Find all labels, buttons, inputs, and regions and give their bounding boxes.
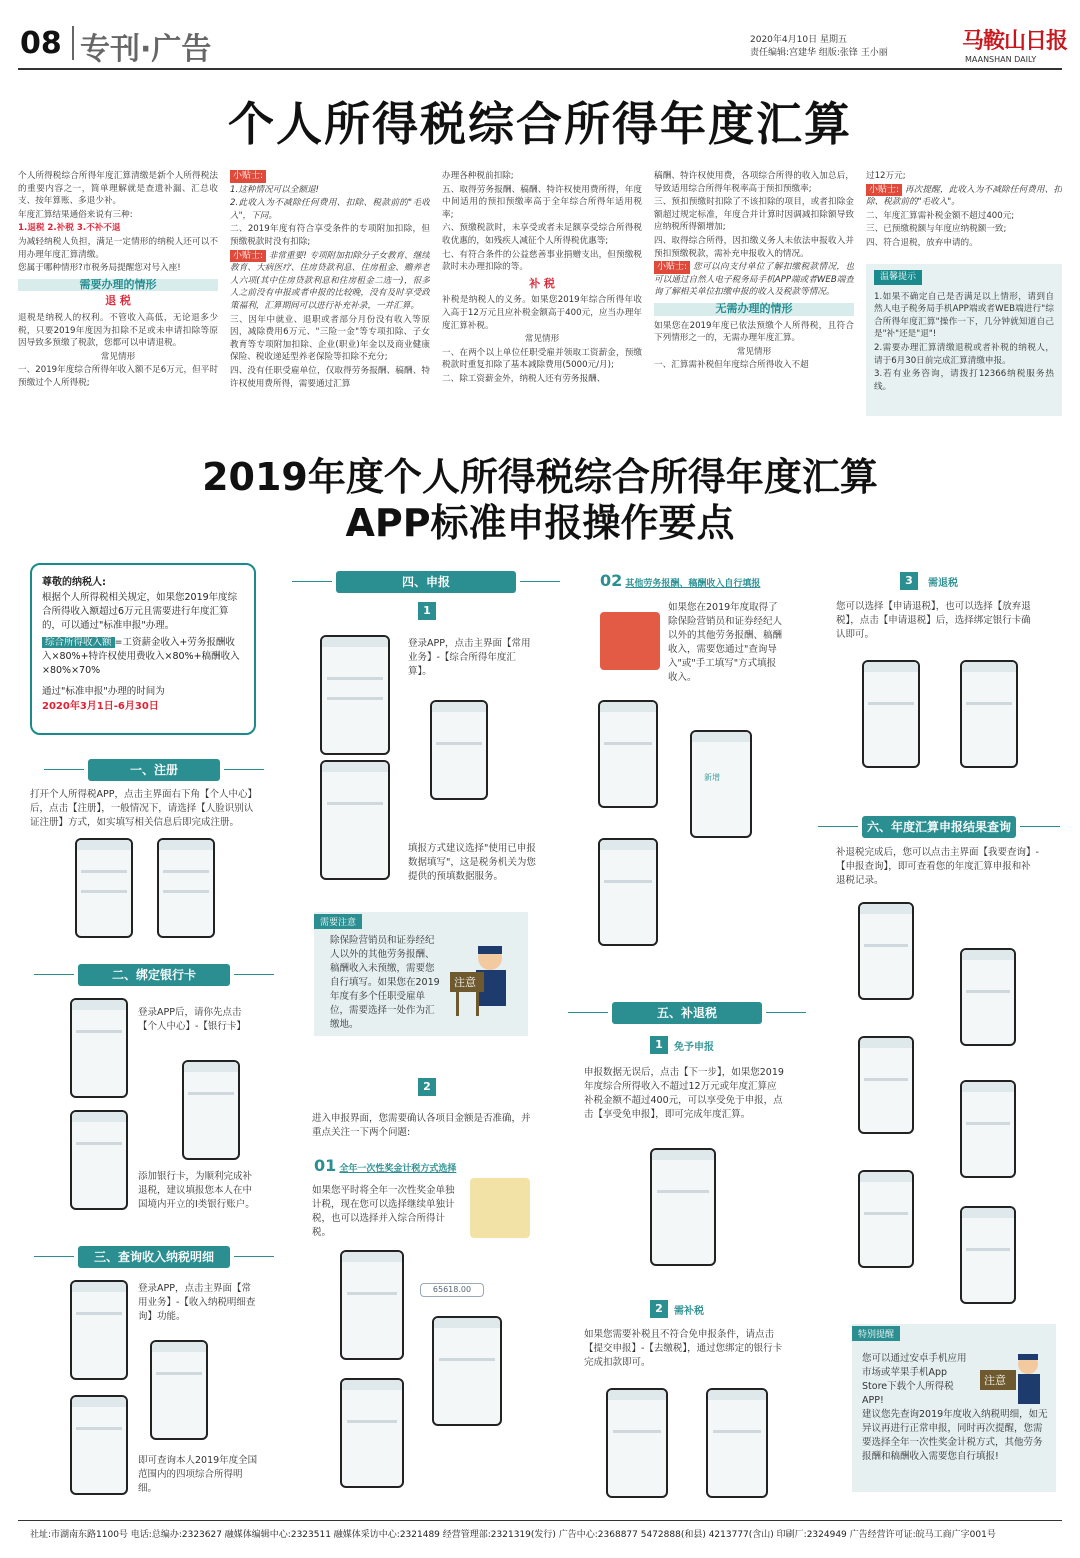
paragraph: 六、预缴税款时，未享受或者未足额享受综合所得税收优惠的，如残疾人减征个人所得税优惠等;	[442, 223, 642, 246]
special-text-1: 您可以通过安卓手机应用市场或苹果手机App Store下载个人所得税APP!	[862, 1353, 967, 1406]
warm-tips-box	[866, 264, 1062, 416]
subheading-bonus	[314, 1156, 456, 1175]
phone-screenshot	[75, 838, 133, 938]
paragraph: 个人所得税综合所得年度汇算清缴是新个人所得税法的重要内容之一，简单理解就是查遗补漏、汇总收支、按年算账、多退少补。	[18, 171, 218, 207]
phone-screenshot	[340, 1250, 404, 1360]
section-bank-title: 二、绑定银行卡	[78, 964, 230, 986]
phone-screenshot	[858, 902, 914, 1000]
phone-screenshot	[150, 1340, 208, 1440]
footer: 社址:市湖南东路1100号 电话:总编办:2323627 融媒体编辑中心:2323511 融媒体采访中心:2321489 经营管理部:2321319(发行) 广告中心:2368877 5472888(和县) 4213777(含山) 印刷厂:2324949 广告经营许可证:皖马工商广字001号	[30, 1530, 996, 1540]
paper-logo: 马鞍山日报	[962, 28, 1068, 54]
declare-text-1: 登录APP，点击主界面【常用业务】-【综合所得年度汇算】。	[408, 638, 531, 677]
phone-screenshot	[960, 660, 1018, 768]
paragraph: 稿酬、特许权使用费，各项综合所得的收入加总后，导致适用综合所得年税率高于预扣预缴率;	[654, 171, 854, 194]
note-badge: 注意	[984, 1374, 1006, 1387]
refund-heading: 需退税	[928, 578, 958, 589]
paper-logo-en: MAANSHAN DAILY	[965, 55, 1037, 64]
phone-screenshot	[862, 660, 920, 768]
step-number: 2	[650, 1300, 668, 1318]
phone-screenshot	[157, 838, 215, 938]
column-5	[866, 170, 1062, 260]
sub-number: 01	[314, 1156, 337, 1175]
greeting: 尊敬的纳税人:	[42, 577, 106, 588]
phone-screenshot	[606, 1388, 668, 1498]
paragraph: 您属于哪种情形?市税务局提醒您对号入座!	[18, 263, 181, 274]
phone-screenshot	[70, 1395, 128, 1495]
phone-screenshot	[960, 948, 1016, 1046]
issue-date: 2020年4月10日 星期五	[750, 35, 847, 45]
phone-screenshot	[650, 1148, 716, 1266]
subheading: 退 税	[105, 294, 131, 308]
paragraph: 二、除工资薪金外，纳税人还有劳务报酬、	[442, 373, 606, 384]
paragraph: 退税是纳税人的权利。不管收入高低，无论退多少税，只要2019年度因为扣除不足或未申请扣除等原因导致多预缴了税款，您都可以申请退税。	[18, 312, 218, 349]
special-text-2: 建议您先查询2019年度收入纳税明细，如无异议再进行正常申报，同时再次提醒，您需要选择全年一次性奖金计税方式，其他劳务报酬和稿酬收入需要您自行填报!	[862, 1409, 1048, 1462]
footer-rule	[18, 1520, 1062, 1521]
paragraph: 您可以向支付单位了解扣缴税款情况，也可以通过自然人电子税务局手机APP端或者WEB端查询了解相关单位扣缴申报的收入及税款等情况。	[654, 262, 854, 298]
paragraph: 常见情形	[100, 351, 136, 362]
step-number: 1	[418, 602, 436, 620]
paragraph: 再次提醒，此收入为不减除任何费用、扣除、税款前的"毛收入"。	[866, 184, 1062, 208]
certificate-illustration	[600, 612, 660, 670]
tip-label: 小贴士:	[230, 250, 266, 263]
sub-number: 02	[600, 571, 623, 590]
phone-screenshot	[320, 635, 390, 755]
income-text-1: 登录APP，点击主界面【常用业务】-【收入纳税明细查询】功能。	[138, 1283, 256, 1322]
paragraph: 四、符合退税，放弃申请的。	[866, 237, 978, 248]
phone-screenshot	[960, 1206, 1016, 1304]
phone-screenshot	[182, 1060, 240, 1160]
phone-screenshot	[690, 730, 752, 838]
warm-tips-title: 温馨提示	[874, 270, 922, 285]
special-label: 特别提醒	[852, 1326, 900, 1341]
paragraph: 常见情形	[524, 334, 560, 345]
paragraph: 二、年度汇算需补税金额不超过400元;	[866, 210, 1015, 221]
paragraph: 五、取得劳务报酬、稿酬、特许权使用费所得，年度中间适用的预扣预缴率高于全年综合所得年适用税率;	[442, 184, 642, 220]
exempt-text: 申报数据无误后，点击【下一步】，如果您2019年度综合所得收入不超过12万元或年度汇算应补税金额不超过400元，可以享受免于申报，点击【享受免申报】，即可完成年度汇算。	[584, 1067, 784, 1120]
subheading: 无需办理的情形	[654, 303, 854, 316]
paragraph: 3.若有业务咨询，请拨打12366纳税服务热线。	[874, 369, 1054, 392]
tip-label: 小贴士:	[230, 170, 266, 183]
teacher-illustration	[976, 1350, 1048, 1406]
paragraph: 2.需要办理汇算清缴退税或者补税的纳税人，请于6月30日前完成汇算清缴申报。	[874, 342, 1054, 366]
step-number: 3	[900, 572, 918, 590]
column-3	[442, 170, 642, 426]
paragraph: 为减轻纳税人负担，满足一定情形的纳税人还可以不用办理年度汇算清缴。	[18, 236, 218, 260]
paragraph: 三、预扣预缴时扣除了不该扣除的项目，或者扣除金额超过规定标准，年度合并计算时因调减扣除额导致应纳税所得额增加;	[654, 197, 854, 233]
paragraph: 年度汇算结果通俗来说有三种:	[18, 209, 133, 220]
phone-screenshot	[432, 1316, 502, 1426]
editors: 责任编辑:宫建华 组版:张锋 王小丽	[750, 48, 888, 58]
pay-heading: 需补税	[674, 1306, 704, 1317]
section-query-title: 六、年度汇算申报结果查询	[862, 816, 1016, 838]
phone-screenshot	[70, 1280, 128, 1380]
phone-screenshot	[430, 700, 488, 800]
paragraph: 三、因年中就业、退职或者部分月份没有收入等原因，减除费用6万元、"三险一金"等专项扣除、子女教育等专项附加扣除、企业(职业)年金以及商业健康保险、税收递延型养老保险等扣除不充分;	[230, 314, 430, 363]
bank-text-2: 添加银行卡，为顺利完成补退税，建议填报您本人在中国境内开立的I类银行账户。	[138, 1171, 255, 1210]
page-number: 08	[20, 26, 62, 61]
header-rule	[18, 68, 1062, 70]
tip-label: 小贴士:	[654, 261, 690, 274]
paragraph: 通过"标准申报"办理的时间为	[42, 686, 165, 697]
declare-text-2: 填报方式建议选择"使用已申报数据填写"，这是税务机关为您提供的预填数据服务。	[408, 843, 536, 882]
teacher-illustration	[446, 940, 518, 1026]
phone-screenshot	[598, 838, 658, 946]
paragraph: 过12万元;	[866, 171, 906, 181]
paragraph: 一、2019年度综合所得年收入额不足6万元，但平时预缴过个人所得税;	[18, 365, 218, 388]
sub-label: 其他劳务报酬、稿酬收入自行填报	[625, 579, 761, 589]
note-text: 除保险营销员和证券经纪人以外的其他劳务报酬、稿酬收入未预缴，需要您自行填写。如果您在2019年度有多个任职受雇单位，需要选择一处作为汇缴地。	[330, 935, 440, 1030]
column-2	[230, 170, 430, 426]
bank-text-1: 登录APP后，请你先点击【个人中心】-【银行卡】	[138, 1007, 246, 1032]
paragraph: 办理各种税前扣除;	[442, 171, 514, 181]
phone-screenshot	[960, 1080, 1016, 1178]
declare-text-3: 进入申报界面，您需要确认各项目金额是否准确，并重点关注一下两个问题:	[312, 1113, 531, 1138]
phone-screenshot	[320, 760, 390, 880]
intro-box	[30, 563, 256, 735]
bonus-text: 如果您平时将全年一次性奖金单独计税，现在您可以选择继续单独计税，也可以选择并入综合所得计税。	[312, 1185, 455, 1238]
step-number: 2	[418, 1078, 436, 1096]
exempt-heading: 免予申报	[674, 1042, 714, 1053]
formula: =工资薪金收入+劳务报酬收入×80%+特许权使用费收入×80%+稿酬收入×80%×70%	[42, 637, 240, 676]
filing-period: 2020年3月1日-6月30日	[42, 701, 159, 712]
phone-screenshot	[598, 700, 658, 808]
phone-screenshot	[706, 1388, 768, 1498]
formula-label: 综合所得收入额	[42, 637, 115, 648]
subheading: 补 税	[529, 276, 555, 290]
section-register-title: 一、注册	[88, 759, 220, 781]
column-4	[654, 170, 854, 426]
paragraph: 一、在两个以上单位任职受雇并领取工资薪金，预缴税款时重复扣除了基本减除费用(5000元/月);	[442, 347, 642, 371]
subheading-other-income	[600, 571, 760, 590]
query-text: 补退税完成后，您可以点击主界面【我要查询】-【申报查询】，即可查看您的年度汇算申报和补退税记录。	[836, 847, 1039, 886]
sub-label: 全年一次性奖金计税方式选择	[339, 1164, 457, 1174]
other-income-text: 如果您在2019年度取得了除保险营销员和证券经纪人以外的其他劳务报酬、稿酬收入，需要您通过"查询导入"或"手工填写"方式填报收入。	[668, 602, 783, 683]
phone-screenshot	[858, 1170, 914, 1268]
subheading: 需要办理的情形	[18, 279, 218, 292]
step-number: 1	[650, 1036, 668, 1054]
section-title: 专刊·广告	[80, 32, 212, 67]
paragraph: 补税是纳税人的义务。如果您2019年综合所得年收入高于12万元且应补税金额高于400元，应当办理年度汇算补税。	[442, 295, 642, 331]
phone-screenshot	[70, 998, 128, 1098]
paragraph: 二、2019年度有符合享受条件的专项附加扣除，但预缴税款时没有扣除;	[230, 224, 430, 247]
section-income-title: 三、查询收入纳税明细	[78, 1246, 230, 1268]
register-text: 打开个人所得税APP，点击主界面右下角【个人中心】后，点击【注册】，一般情况下，请选择【人脸识别认证注册】方式，如实填写相关信息后即完成注册。	[30, 789, 254, 828]
paragraph: 非常重要! 专项附加扣除分子女教育、继续教育、大病医疗、住房贷款利息、住房租金、赡养老人六项(其中住房贷款利息和住房租金二选一)，很多人之前没有申报或者申报的比较晚，没有及时享受政策福利，汇算期间可以进行补充补录，一并汇算。	[230, 250, 430, 311]
paragraph: 1.如果不确定自己是否满足以上情形，请到自然人电子税务局手机APP端或者WEB端进行"综合所得年度汇算"操作一下，几分钟就知道自己是"补"还是"退"!	[874, 291, 1054, 340]
note-label: 需要注意	[314, 914, 362, 929]
svg-text:注意: 注意	[454, 976, 476, 989]
paragraph: 七、有符合条件的公益慈善事业捐赠支出，但预缴税款时未办理扣除的等。	[442, 249, 642, 273]
main-title: 个人所得税综合所得年度汇算	[228, 97, 852, 151]
second-title-line2: APP标准申报操作要点	[345, 501, 735, 545]
paragraph: 如果您在2019年度已依法预缴个人所得税，且符合下列情形之一的，无需办理年度汇算。	[654, 320, 854, 344]
phone-screenshot	[70, 1110, 128, 1210]
paragraph: 四、取得综合所得，因扣缴义务人未依法申报收入并预扣预缴税款，需补充申报收入的情况。	[654, 235, 854, 259]
paragraph: 常见情形	[736, 346, 772, 357]
phone-screenshot	[340, 1378, 404, 1488]
column-1	[18, 170, 218, 426]
new-label: 新增	[704, 773, 720, 782]
divider	[72, 26, 74, 60]
second-title-line1: 2019年度个人所得税综合所得年度汇算	[202, 455, 878, 499]
paragraph: 1.这种情况可以全额退!	[230, 184, 319, 195]
phone-screenshot	[858, 1036, 914, 1134]
pay-text: 如果您需要补税且不符合免申报条件，请点击【提交申报】-【去缴税】，通过您绑定的银行卡完成扣款即可。	[584, 1329, 783, 1368]
header-meta	[750, 34, 960, 60]
refund-text: 您可以选择【申请退税】，也可以选择【放弃退税】，点击【申请退税】后，选择绑定银行卡确认即可。	[836, 601, 1031, 640]
section-payment-title: 五、补退税	[612, 1002, 762, 1024]
result-options: 1.退税 2.补税 3.不补不退	[18, 223, 121, 234]
coins-illustration	[470, 1178, 530, 1238]
tip-label: 小贴士:	[866, 184, 902, 197]
amount-callout: 65618.00	[420, 1283, 484, 1297]
second-title	[0, 454, 1080, 546]
income-text-2: 即可查询本人2019年度全国范围内的四项综合所得明细。	[138, 1455, 258, 1494]
paragraph: 根据个人所得税相关规定，如果您2019年度综合所得收入额超过6万元且需要进行年度汇算的，可以通过"标准申报"办理。	[42, 592, 238, 631]
paragraph: 一、汇算需补税但年度综合所得收入不超	[654, 360, 809, 371]
paragraph: 三、已预缴税额与年度应纳税额一致;	[866, 224, 1007, 235]
section-declare-title: 四、申报	[336, 571, 516, 593]
paragraph: 2.此收入为不减除任何费用、扣除、税款前的"毛收入"，下同。	[230, 198, 430, 221]
paragraph: 四、没有任职受雇单位，仅取得劳务报酬、稿酬、特许权使用费所得，需要通过汇算	[230, 365, 430, 389]
